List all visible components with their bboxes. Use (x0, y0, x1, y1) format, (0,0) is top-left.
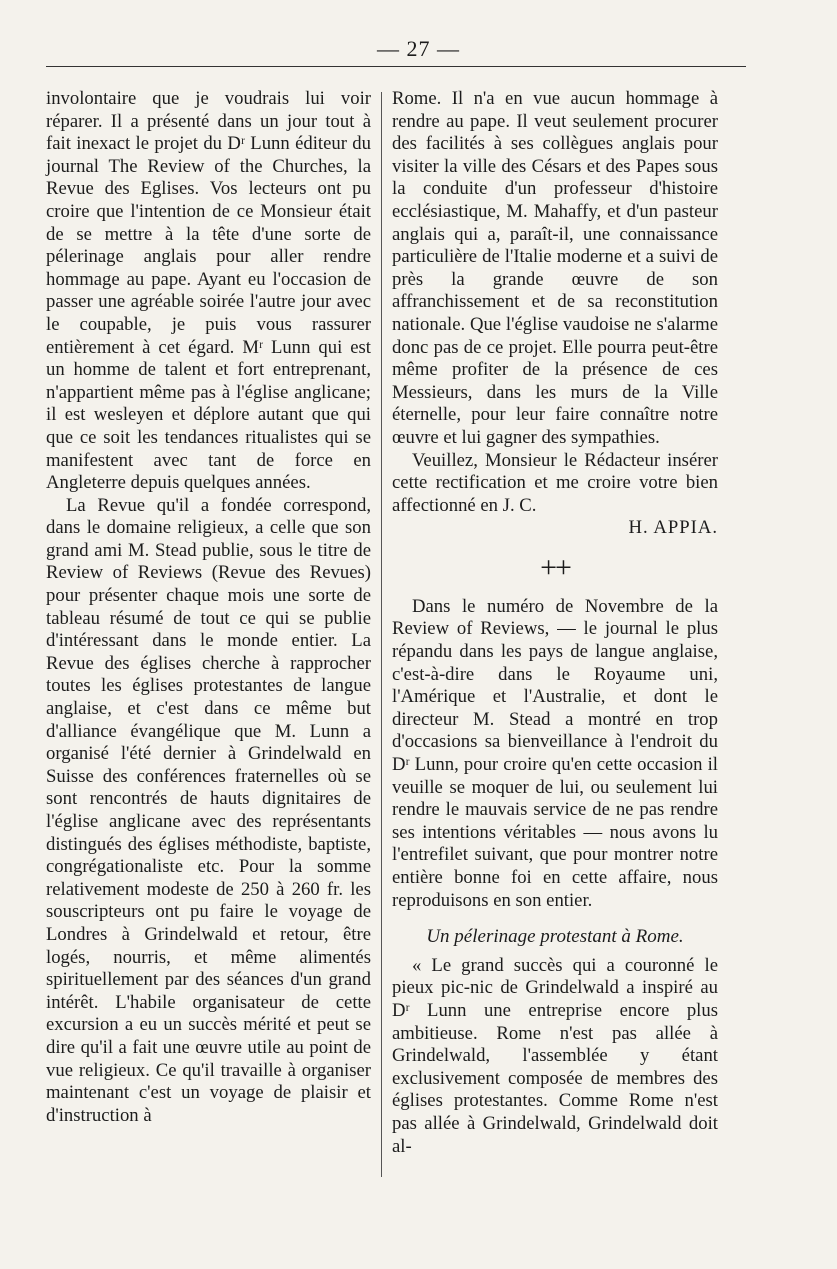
left-paragraph-2: La Revue qu'il a fondée correspond, dans le domaine religieux, a celle que son grand ami M. Stead publie, sous le titre de Review of Reviews (Revue des Revues) pour présenter chaque mois une sorte de tableau résumé de tout ce qui se publie d'intéressant dans le monde entier. La Revue des églises cherche à rapprocher toutes les églises protestantes de langue anglaise, et c'est dans ce même but d'alliance évangélique que M. Lunn a organisé l'été dernier à Grindelwald en Suisse des conférences fraternelles où se sont rencontrés de hauts dignitaires de l'église anglicane avec des représentants distingués des églises méthodiste, baptiste, congrégationaliste etc. Pour la somme relativement modeste de 250 à 260 fr. les souscripteurs ont pu faire le voyage de Londres à Grindelwald et retour, être logés, nourris, et même alimentés spirituellement par des séances d'un grand intérêt. L'habile organisateur de cette excursion a eu un succès mérité et peut se dire qu'il a fait une œuvre utile au point de vue religieux. Ce qu'il travaille à organiser maintenant c'est un voyage de plaisir et d'instruction à (46, 494, 371, 1126)
page-number: — 27 — (377, 36, 460, 61)
right-column (392, 88, 718, 1158)
column-divider (381, 92, 382, 1177)
section-separator: ++ (540, 550, 570, 584)
header-rule (46, 66, 746, 67)
right-paragraph-3: Dans le numéro de Novembre de la Review of Reviews, — le journal le plus répandu dans les pays de langue anglaise, c'est-à-dire dans le Royaume uni, l'Amérique et l'Australie, et dont le directeur M. Stead a montré en trop d'occasions sa bienveillance à l'endroit du Dʳ Lunn, pour croire qu'en cette occasion il veuille se moquer de lui, ou seulement lui rendre le mauvais service de ne pas rendre ses intentions véritables — nous avons lu l'entrefilet suivant, que pour montrer notre entière bonne foi en cette affaire, nous reproduisons en son entier. (392, 595, 718, 911)
quoted-paragraph: « Le grand succès qui a couronné le pieux pic-nic de Grindelwald a inspiré au Dʳ Lunn une entreprise encore plus ambitieuse. Rome n'est pas allée à Grindelwald, l'assemblée y étant exclusivement composée de membres des églises protestantes. Comme Rome n'est pas allée à Grindelwald, Grindelwald doit al- (392, 954, 718, 1157)
signature: H. APPIA. (628, 517, 718, 539)
section-title: Un pélerinage protestant à Rome. (426, 926, 684, 948)
right-paragraph-2: Veuillez, Monsieur le Rédacteur insérer cette rectification et me croire votre bien affectionné en J. C. (392, 449, 718, 516)
right-paragraph-1: Rome. Il n'a en vue aucun hommage à rendre au pape. Il veut seulement procurer des facilités à ses collègues anglais pour visiter la ville des Césars et des Papes sous la conduite d'un professeur d'histoire ecclésiastique, M. Mahaffy, et d'un pasteur anglais qui a, paraît-il, une connaissance particulière de l'Italie moderne et a suivi de près la grande œuvre de son affranchissement et de sa reconstitution nationale. Que l'église vaudoise ne s'alarme donc pas de ce projet. Elle pourra peut-être même profiter de la présence de ces Messieurs, dans les murs de la Ville éternelle, pour leur faire connaître notre œuvre et lui gagner des sympathies. (392, 88, 718, 448)
left-paragraph-1: involontaire que je voudrais lui voir réparer. Il a présenté dans un jour tout à fait inexact le projet du Dʳ Lunn éditeur du journal The Review of the Churches, la Revue des Eglises. Vos lecteurs ont pu croire que l'intention de ce Monsieur était de se mettre à la tête d'une sorte de pélerinage anglais pour aller rendre hommage au pape. Ayant eu l'occasion de passer une agréable soirée l'autre jour avec le coupable, je puis vous rassurer entièrement à cet égard. Mʳ Lunn qui est un homme de talent et fort entreprenant, n'appartient même pas à l'église anglicane; il est wesleyen et déplore autant que qui que ce soit les tendances ritualistes qui se manifestent avec tant de force en Angleterre depuis quelques années. (46, 88, 371, 494)
left-column (46, 88, 371, 1127)
